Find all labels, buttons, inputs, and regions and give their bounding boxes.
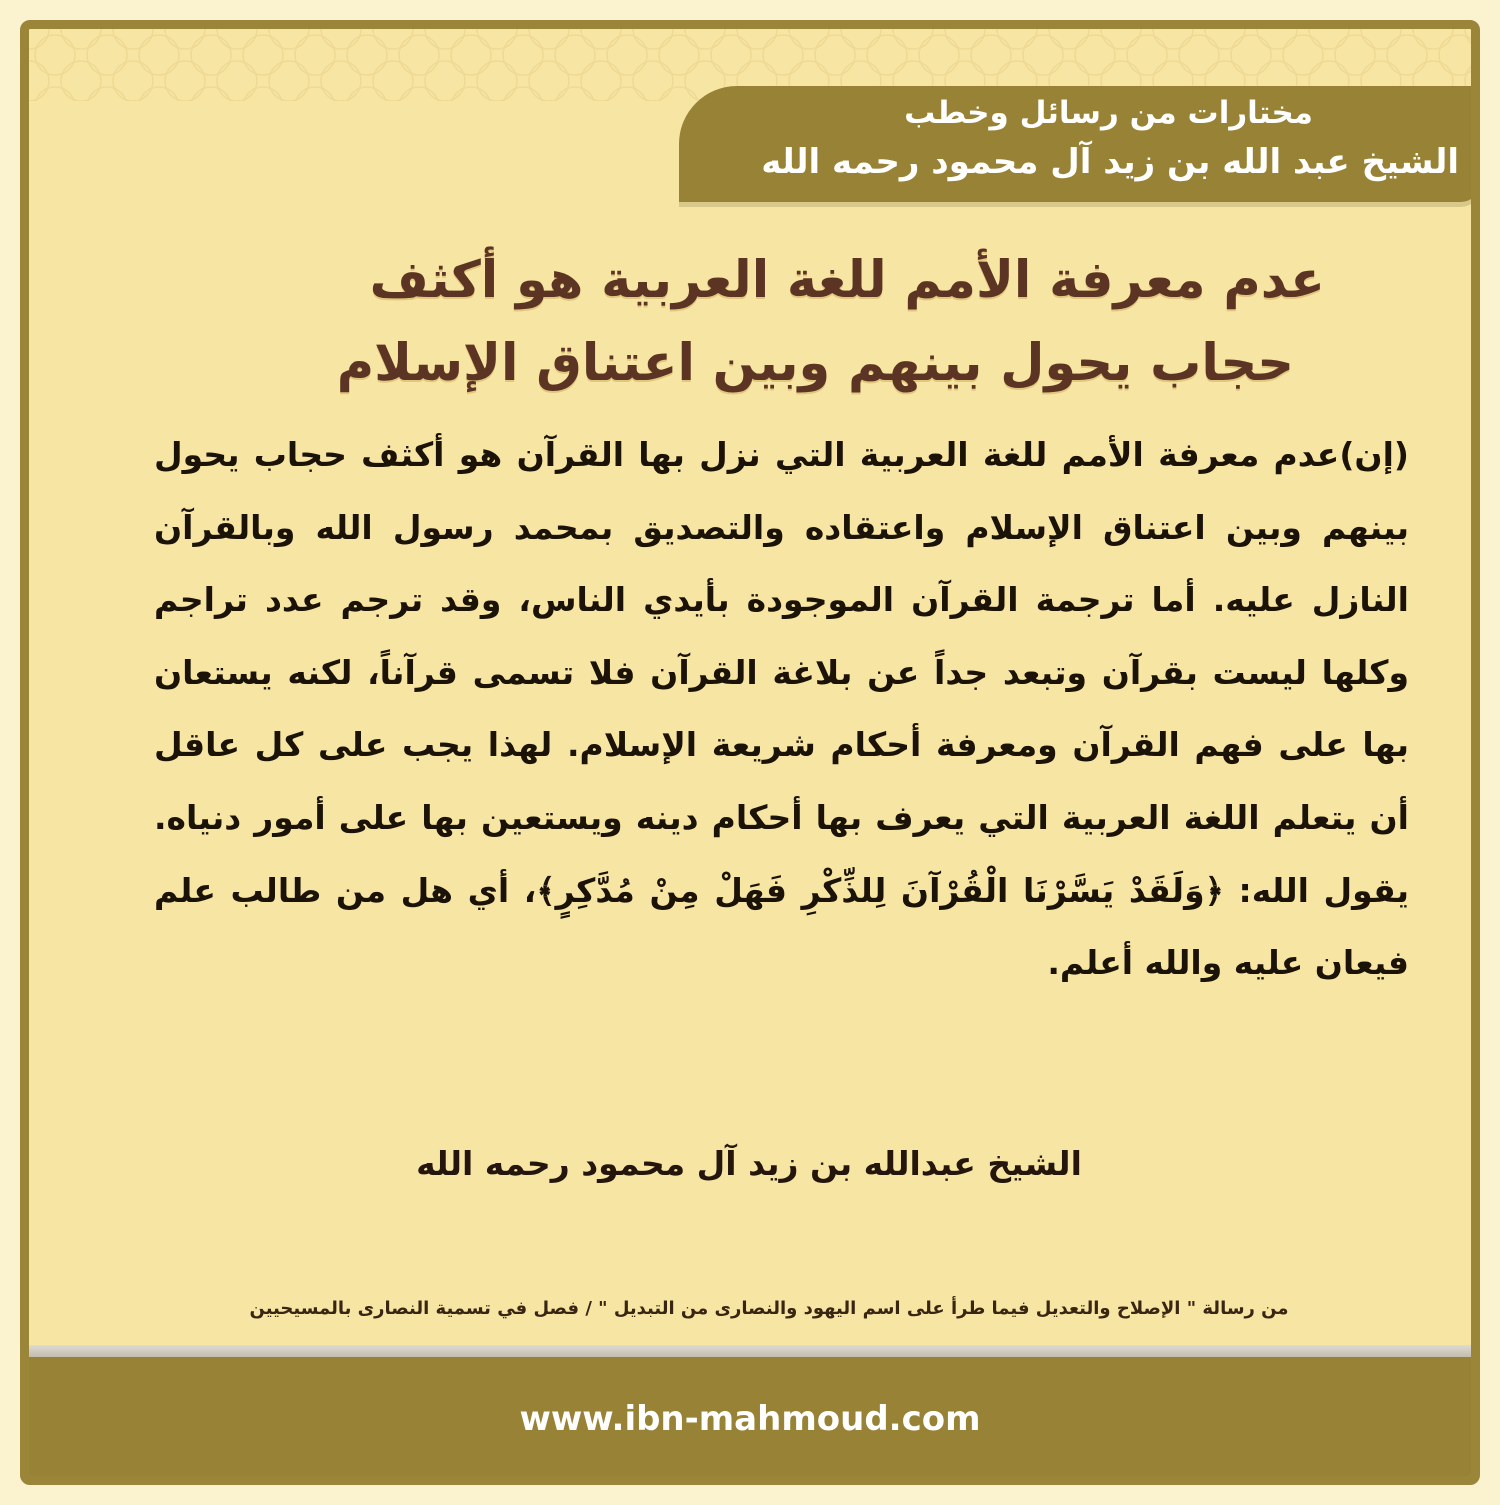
heading-line-2: حجاب يحول بينهم وبين اعتناق الإسلام [336, 334, 1294, 393]
article-heading [179, 239, 1329, 405]
quote-card [20, 20, 1480, 1485]
footer-divider [29, 1345, 1471, 1357]
footer-band [29, 1357, 1471, 1485]
author-signature: الشيخ عبدالله بن زيد آل محمود رحمه الله [416, 1144, 1082, 1183]
series-title [761, 94, 1459, 183]
series-title-line-2: الشيخ عبد الله بن زيد آل محمود رحمه الله [761, 141, 1459, 182]
website-link[interactable]: www.ibn-mahmoud.com [519, 1399, 981, 1439]
body-paragraph: (إن)عدم معرفة الأمم للغة العربية التي نزل بها القرآن هو أكثف حجاب يحول بينهم وبين اعتناق الإسلام واعتقاده والتصديق بمحمد رسول الله وبالقرآن النازل عليه. أما ترجمة القرآن الموجودة بأيدي الناس، وقد ترجم عدد تراجم وكلها ليست بقرآن وتبعد جداً عن بلاغة القرآن فلا تسمى قرآناً، لكنه يستعان بها على فهم القرآن ومعرفة أحكام شريعة الإسلام. لهذا يجب على كل عاقل أن يتعلم اللغة العربية التي يعرف بها أحكام دينه ويستعين بها على أمور دنياه. يقول الله: ﴿وَلَقَدْ يَسَّرْنَا الْقُرْآنَ لِلذِّكْرِ فَهَلْ مِنْ مُدَّكِرٍ﴾، أي هل من طالب علم فيعان عليه والله أعلم. [154, 435, 1409, 983]
series-title-line-1: مختارات من رسائل وخطب [904, 95, 1313, 131]
heading-line-1: عدم معرفة الأمم للغة العربية هو أكثف [369, 251, 1325, 310]
source-citation: من رسالة " الإصلاح والتعديل فيما طرأ على اسم اليهود والنصارى من التبديل " / فصل في تسمية النصارى بالمسيحيين [249, 1298, 1289, 1319]
series-banner [679, 86, 1479, 202]
